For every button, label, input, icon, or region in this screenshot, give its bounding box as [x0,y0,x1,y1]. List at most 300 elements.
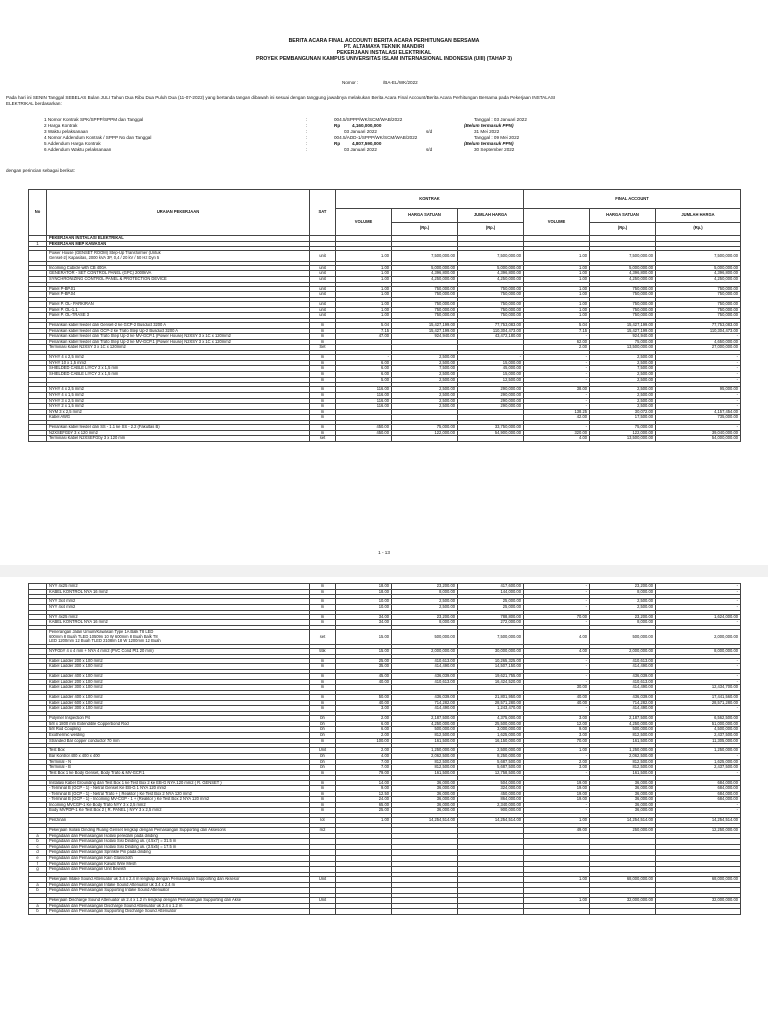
cell-fh: 410,613.00 [590,679,656,685]
cell-kh: 410,613.00 [392,658,458,664]
cell-kh: 2,500.00 [392,377,458,383]
cell-kh: 750,000.00 [392,307,458,313]
cell-fj: - [656,334,741,340]
col-f-jumlah-unit: (Rp.) [656,222,741,236]
cell-fh: 23,200.00 [590,614,656,620]
cell-fh: 2,000,000.00 [590,649,656,655]
cell-no [29,436,47,442]
cell-fj: 8,000,000.00 [656,649,741,655]
cell-s: m [310,425,336,431]
cell-kj: 12,500.00 [458,377,524,383]
cell-u: NYY 3x4 mm2 [47,599,310,605]
cell-u: Panel P. OL-TRASE 3 [47,313,310,319]
cell-kv: 1.00 [336,302,392,308]
cell-no: c [29,844,47,850]
info-sd: s/d [426,129,433,134]
cell-kv: 1.00 [336,286,392,292]
cell-s: m [310,802,336,808]
cell-fv: - [524,658,590,664]
cell-fj: 77,753,083.00 [656,323,741,329]
cell-fj: - [656,770,741,776]
cell-u: Kabel Ladder 200 x 100 mm2 [47,679,310,685]
cell-fv: - [524,404,590,410]
cell-kv: 116.00 [336,398,392,404]
cell-s: bh [310,732,336,738]
cell-s: m [310,738,336,744]
cell-fh: 410,613.00 [590,658,656,664]
cell-fj: 54,000,000.00 [656,436,741,442]
cell-kv: 4.00 [336,753,392,759]
cell-fh: 750,000.00 [590,292,656,298]
cell-no: b [29,909,47,915]
cell-fj: - [656,808,741,814]
cell-kv: 6.00 [336,360,392,366]
cell-u: Pengadaan dan Pemasangan Unit Bewish [47,867,310,873]
cell-s: m [310,700,336,706]
cell-u: Pengadaan dan Pemasangan Discharge Sound Attenuator uk 2.4 x 1.2 m [47,903,310,909]
cell-kj: 290,000.00 [458,404,524,410]
cell-kj: 7,500,000.00 [458,251,524,261]
cell-s: m [310,377,336,383]
cell-u: KABEL KONTROL NYA 16 mm2 [47,589,310,595]
cell-kj: - [458,355,524,361]
info-extra: (Belum termasuk PPN) [464,141,514,146]
cell-s: m [310,599,336,605]
cell-kv: 2.00 [336,748,392,754]
cell-kv: 15.00 [336,630,392,645]
cell-u: SYNCHRONIZING CONTROL PANEL & PROTECTION DEVICE [47,276,310,282]
cell-line: Penerangan Jalan Umum/Kawasan Type 1A Balk T8 LED [49,629,154,635]
cell-fj: 4,500,000.00 [656,727,741,733]
cell-fh: 2,062,500.00 [590,753,656,759]
cell-fj: - [656,674,741,680]
cell-kh: 15,427,199.00 [392,328,458,334]
cell-kh: 4,396,800.00 [392,271,458,277]
cell-fj: - [656,584,741,590]
cell-fj: - [656,658,741,664]
project-title: PROYEK PEMBANGUNAN KAMPUS UNIVERSITAS ISLAM INTERNASIONAL INDONESIA (UIII) (TAHAP 3) [256,56,512,62]
cell-no [29,251,47,261]
cell-kv: 1.00 [336,265,392,271]
cell-fv: - [524,334,590,340]
cell-fh: 2,500.00 [590,355,656,361]
cell-fh: 2,500.00 [590,398,656,404]
info-colon: : [306,135,308,140]
nomor-label: Nomor : [342,80,359,85]
info-value: 4,807,590,000 [352,141,382,146]
table-row [29,271,741,277]
cell-s: m [310,770,336,776]
cell-kv: 35.00 [336,664,392,670]
cell-kj: 2,500,000.00 [458,748,524,754]
cell-kv: 25.00 [336,808,392,814]
cell-no: e [29,856,47,862]
cell-s: bh [310,765,336,771]
cell-s: m [310,430,336,436]
cell-kh: 2,000,000.00 [392,649,458,655]
info-colon: : [306,147,308,152]
cell-fh: 2,500.00 [590,360,656,366]
cell-kj: 4,250,000.00 [458,276,524,282]
cell-kv: 1.00 [336,251,392,261]
cell-s: m [310,674,336,680]
cell-kh: 4,250,000.00 [392,276,458,282]
cell-u: Pekerjaan Discharge Sound Attenuator uk 2.4 x 1.2 m lengkap dengan Pemasangan Supporting dan Akse [47,897,310,903]
cell-s: m [310,658,336,664]
cell-kj: 2,340,000.00 [458,802,524,808]
cell-fv: - [524,366,590,372]
cell-kv: - [336,355,392,361]
cell-fj: - [656,392,741,398]
table-row [29,649,741,655]
cell-kj: 290,000.00 [458,392,524,398]
cell-fv: 1.00 [524,307,590,313]
cell-fv: - [524,706,590,712]
cell-kv: 5.04 [336,323,392,329]
cell-kh: 122,000.00 [392,430,458,436]
cell-s: Unit [310,897,336,903]
cell-kj: 750,000.00 [458,302,524,308]
cell-s: m [310,328,336,334]
cell-fv: 42.00 [524,415,590,421]
info-colon: : [306,123,308,128]
cell-kh: 2,500.00 [392,387,458,393]
cell-s: m [310,604,336,610]
cell-s: Unit [310,748,336,754]
cell-kh: 750,000.00 [392,292,458,298]
cell-fh: 750,000.00 [590,307,656,313]
cell-kj: 28,571,280.00 [458,700,524,706]
cell-fh: 750,000.00 [590,302,656,308]
cell-fh: 36,000.00 [590,797,656,803]
cell-u: Pekerjaan Intake Sound Attenuator uk 3.4 x 2.4 m lengkap dengan Pemasangan Supporting dan Aksesor [47,876,310,882]
cell-fv: - [524,620,590,626]
cell-fh: 4,250,000.00 [590,276,656,282]
page-number: 1 - 13 [378,550,390,555]
cell-fj: 750,000.00 [656,302,741,308]
cell-kv: 6.00 [336,727,392,733]
cell-fv: 49.00 [524,828,590,834]
cell-kj: 3,000,000.00 [458,727,524,733]
cell-kh: 414,490.00 [392,664,458,670]
cell-kv: 116.00 [336,404,392,410]
cell-fh: 13,500,000.00 [590,436,656,442]
cell-no [29,630,47,645]
cell-fh: 2,500.00 [590,372,656,378]
cell-kh: 2,500.00 [392,360,458,366]
cell-u: Body MVPDP-1 Ke Test Box 2 ( R. PANEL ) NYY 3 x 2,5 mm2 [47,808,310,814]
cell-kj: 788,800.00 [458,614,524,620]
cell-kh: 8,000.00 [392,620,458,626]
cell-fh: 436,039.00 [590,695,656,701]
cell-fj: - [656,372,741,378]
cell-fj: 2,000,000.00 [656,630,741,645]
cell-fv: 138.25 [524,409,590,415]
cell-kv: 6.00 [336,372,392,378]
cell-fv: 19.00 [524,780,590,786]
cell-fv: 1.00 [524,748,590,754]
cell-kv: 34.00 [336,614,392,620]
cell-u: Bar Kontrol 400 x 400 x 400 [47,753,310,759]
cell-u: Kabel Ladder 200 x 100 mm2 [47,658,310,664]
cell-kj: 15,000.00 [458,360,524,366]
col-final: FINAL ACCOUNT [524,190,741,209]
cell-fv: 1.00 [524,286,590,292]
cell-kh: 924,940.00 [392,334,458,340]
cell-s: m [310,589,336,595]
cell-fj: 11,305,000.00 [656,738,741,744]
table-row [29,328,741,334]
cell-u: Terminasi Kabel N2XSY 3 x 1C x 120mm2 [47,345,310,351]
cell-u: Pekerjaan Isolasi Dinding Ruang Genset lengkap dengan Pemasangan Supporting dan Aksesoris [47,828,310,834]
cell-u: PEKERJAAN INSTALASI ELEKTRIKAL [47,236,310,242]
col-k-jumlah: JUMLAH HARGA [458,209,524,223]
info-extra: Tanggal : 03 Januari 2022 [474,117,527,122]
col-k-jumlah-unit: (Rp.) [458,222,524,236]
cell-fh: 812,500.00 [590,765,656,771]
cell-s: m [310,786,336,792]
info-extra: 30 September 2022 [474,147,515,152]
cell-fj: - [656,360,741,366]
cell-fv: - [524,398,590,404]
cell-u: NYY 4x25 mm2 [47,584,310,590]
info-label: 5 Addendum Harga Kontrak [44,141,101,146]
cell-fh: 13,500,000.00 [590,345,656,351]
cell-fj: 39,040,000.00 [656,430,741,436]
cell-u: NYHY 4 x 2,5 mm2 [47,387,310,393]
cell-u: NYY 4x4 mm2 [47,604,310,610]
cell-fv: 3.00 [524,716,590,722]
cell-fh: 436,039.00 [590,674,656,680]
info-label: 2 Harga Kontrak [44,123,78,128]
cell-s: m [310,355,336,361]
cell-fj: - [656,664,741,670]
col-uraian: URAIAN PEKERJAAN [47,190,310,236]
cell-s: m [310,360,336,366]
cell-fv: 1.00 [524,897,590,903]
cell-fj: 4,650,000.00 [656,339,741,345]
cell-fh: 75,000.00 [590,425,656,431]
cell-kv: 450.00 [336,430,392,436]
cell-kh: 161,500.00 [392,738,458,744]
cell-fj: 684,000.00 [656,791,741,797]
cell-u: Penarikan kabel feeder dari Trafo Step Up-2 ke MV-GCP.1 (Power House) N2XSY 3 x 1C x 120mm2 [47,334,310,340]
cell-kh: 5,000,000.00 [392,265,458,271]
cell-kh: 2,187,500.00 [392,716,458,722]
cell-kh: 500,000.00 [392,727,458,733]
cell-u: Pengadaan dan Pemasangan Kawat Wire Mesh [47,861,310,867]
cell-fh: 414,490.00 [590,706,656,712]
table-row [29,334,741,340]
info-colon: : [306,141,308,146]
cell-u: PEKERJAAN MEP KAWASAN [47,241,310,247]
cell-line: Genset-2) Kapasitas, 2000 kVA 3P, 0,4 / 20 kV / 50 Hz Dyn 5 [49,254,160,260]
cell-fv: 1.00 [524,818,590,824]
cell-kh: 2,500.00 [392,404,458,410]
cell-fh: 414,490.00 [590,685,656,691]
cell-u [47,251,310,261]
cell-kj: 25,000.00 [458,604,524,610]
cell-u: Pengadaan dan Pemasangan Supporting Discharge Sound Attenuator [47,909,310,915]
cell-fh: 68,000,000.00 [590,876,656,882]
cell-kh: 714,282.00 [392,700,458,706]
cell-kh: 15,427,199.00 [392,323,458,329]
cell-kv: 2.00 [336,716,392,722]
cell-fj: - [656,679,741,685]
cell-u: Kabel Ladder 300 x 100 mm2 [47,664,310,670]
cell-kj: 1,625,000.00 [458,732,524,738]
cell-fv: - [524,355,590,361]
cell-kh: 750,000.00 [392,286,458,292]
cell-kj: 5,687,500.00 [458,765,524,771]
cell-fh: 2,500.00 [590,604,656,610]
cell-s: m [310,339,336,345]
cell-u: Pengadaan dan Pemasangan Kain Glasscloth [47,856,310,862]
col-k-harga: HARGA SATUAN [392,209,458,223]
cell-kj: 504,000.00 [458,780,524,786]
cell-kj: 750,000.00 [458,313,524,319]
cell-s: m [310,808,336,814]
cell-s: m [310,366,336,372]
info-sd: s/d [426,147,433,152]
cell-s: lot [310,818,336,824]
cell-fh: 36,000.00 [590,802,656,808]
cell-kh: 2,062,500.00 [392,753,458,759]
cell-kv: 45.00 [336,674,392,680]
cell-kv: 1.00 [336,313,392,319]
cell-fv: 19.00 [524,791,590,797]
cell-kh: 7,500,000.00 [392,251,458,261]
cell-kj: 77,753,083.00 [458,323,524,329]
cell-kj: 8,250,000.00 [458,753,524,759]
cell-fj: 684,000.00 [656,797,741,803]
cell-kv: 116.00 [336,387,392,393]
cell-u: Pengadaan dan Pemasangan Intake Sound Attenuator uk 3.4 x 2.4 m [47,882,310,888]
cell-kv: 40.00 [336,700,392,706]
cell-u: 5/8 Rod Coupling [47,727,310,733]
col-k-volume: VOLUME [336,209,392,236]
cell-s: bh [310,753,336,759]
cell-s: m [310,387,336,393]
info-value: 4,160,000,000 [352,123,382,128]
cell-kv: 65.00 [336,802,392,808]
cell-u: Incoming MVCGP-1 Ke Body Trafo NYY 3 x 2,5 mm2 [47,802,310,808]
cell-fh: 2,500.00 [590,599,656,605]
cell-fj: 750,000.00 [656,313,741,319]
cell-u: GENERATOR - SET CONTROL PANEL (GPC) 2000kVA [47,271,310,277]
cell-kv: 15.00 [336,649,392,655]
cell-fh: 2,187,500.00 [590,716,656,722]
col-f-volume: VOLUME [524,209,590,236]
cell-fv: 62.00 [524,339,590,345]
cell-fh: 7,500.00 [590,366,656,372]
cell-fv: - [524,360,590,366]
cell-fj: 4,250,000.00 [656,276,741,282]
cell-fv: 30.00 [524,685,590,691]
cell-fh: 2,500.00 [590,387,656,393]
cell-fv: 19.00 [524,797,590,803]
cell-fh: 5,000,000.00 [590,265,656,271]
cell-kv: 1.00 [336,276,392,282]
cell-kj: 19,621,755.00 [458,674,524,680]
cell-u: Terminasi Kabel N2XSEFGby 3 x 120 mm [47,436,310,442]
cell-kj: 900,000.00 [458,808,524,814]
cell-kv: 6.00 [336,366,392,372]
cell-kh: 750,000.00 [392,313,458,319]
cell-kj: 33,750,000.00 [458,425,524,431]
cell-fj: - [656,398,741,404]
cell-kh: 436,039.00 [392,695,458,701]
cell-fj: - [656,706,741,712]
cell-fv: 9.00 [524,727,590,733]
cell-no: f [29,861,47,867]
cell-fj: - [656,620,741,626]
cell-fv: 7.15 [524,328,590,334]
cell-fh: 414,490.00 [590,664,656,670]
cell-u: - Terminal B (GCP - 1) - Incoming MV-CGP - 1 + (Reaktor ) Ke Test Box 2 NYA 120 mm2 [47,797,310,803]
cell-s: m [310,398,336,404]
cell-fv: 320.00 [524,430,590,436]
col-no: No [29,190,47,236]
cell-fv: - [524,589,590,595]
cell-fh: 36,000.00 [590,780,656,786]
cell-no: 1 [29,241,47,247]
cell-kv: 7.00 [336,765,392,771]
cell-fh: 75,000.00 [590,339,656,345]
cell-kj: 417,600.00 [458,584,524,590]
cell-kj: 750,000.00 [458,286,524,292]
cell-fh: 23,200.00 [590,584,656,590]
cell-u: Exothermic welding [47,732,310,738]
cell-fj: 1,250,000.00 [656,748,741,754]
cell-fj: 12,250,000.00 [656,828,741,834]
cell-kh: 2,500.00 [392,355,458,361]
cell-u: Instalasi Kabel Grounding dari Test Box 1 ke Test Box 2 ke EB-G NYA 120 mm2 ( R. GENSET ) [47,780,310,786]
cell-s: unit [310,276,336,282]
cell-fh: 2,500.00 [590,377,656,383]
cell-s: m [310,323,336,329]
cell-kv: 1.00 [336,292,392,298]
cell-kh: 1,250,000.00 [392,748,458,754]
cell-u: Polymer Inspection Pit [47,716,310,722]
cell-fv: - [524,753,590,759]
cell-kh: 2,500.00 [392,372,458,378]
doc-title: BERITA ACARA FINAL ACCOUNT/ BERITA ACARA PERHITUNGAN BERSAMA [288,38,480,44]
cell-kj: 30,000,000.00 [458,649,524,655]
cell-u: Panel P. OL- PARKIRAN [47,302,310,308]
cell-u: Kabel Ladder 400 x 100 mm2 [47,695,310,701]
cell-kj: 16,150,000.00 [458,738,524,744]
cell-fh: 500,000.00 [590,727,656,733]
cell-kv: 24.00 [336,797,392,803]
cell-no: d [29,850,47,856]
cell-kj: 54,900,000.00 [458,430,524,436]
cell-fv: 1.00 [524,251,590,261]
cell-kv: 116.00 [336,392,392,398]
cell-fv: - [524,425,590,431]
info-label: 4 Nomor Addendum Kontrak / SPPP No dan Tanggal [44,135,152,140]
cell-s: m [310,404,336,410]
cell-fh: 750,000.00 [590,313,656,319]
info-prefix: Rp [334,141,341,146]
cell-u: NYFGbY 4 x 4 mm + NYA 4 mm2 (PVC Cond Pt1 20 mm) [47,649,310,655]
cell-s: m [310,664,336,670]
cell-fj: 14,254,514.00 [656,818,741,824]
cell-u: Test Box 1 ke Body Genset, Body Trafo & MV-GCP.1 [47,770,310,776]
cell-fj: - [656,366,741,372]
cell-s: m [310,334,336,340]
cell-u: NYHY 10 x 1,5 mm2 [47,360,310,366]
